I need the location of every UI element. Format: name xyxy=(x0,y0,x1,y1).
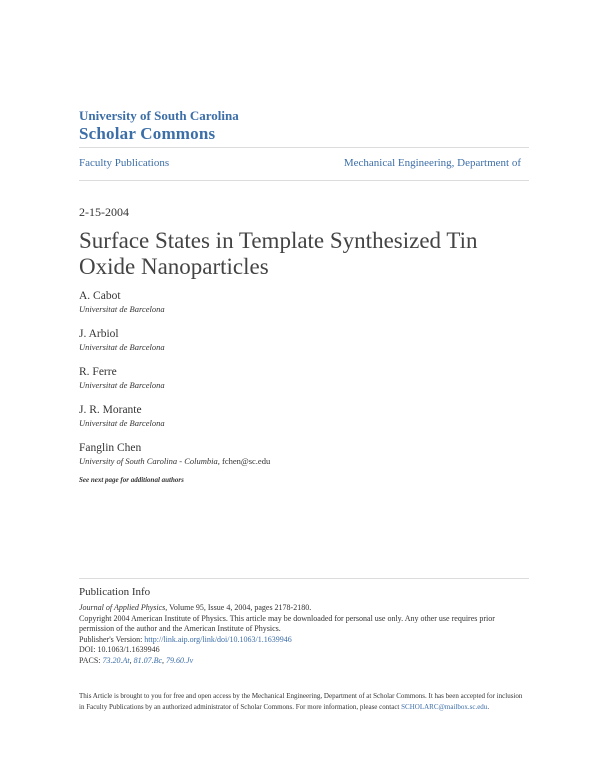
brand-scholar-commons: Scholar Commons xyxy=(79,124,216,143)
pubinfo-divider xyxy=(79,578,529,579)
author-affiliation: Universitat de Barcelona xyxy=(79,380,165,390)
publication-info xyxy=(79,603,529,666)
publisher-version-label: Publisher's Version: xyxy=(79,634,145,644)
publisher-version-link[interactable]: http://link.aip.org/link/doi/10.1063/1.1639946 xyxy=(144,634,292,644)
author-affiliation: Universitat de Barcelona xyxy=(79,342,165,352)
author-item xyxy=(79,365,539,403)
citation-details: , Volume 95, Issue 4, 2004, pages 2178-2180. xyxy=(165,603,312,612)
pacs-separator: , xyxy=(129,655,134,665)
author-name: A. Cabot xyxy=(79,290,121,302)
author-affiliation: University of South Carolina - Columbia, fchen@sc.edu xyxy=(79,456,271,466)
pacs-separator: , xyxy=(162,655,167,665)
pacs-label: PACS: xyxy=(79,655,103,665)
author-email: fchen@sc.edu xyxy=(222,456,271,466)
footer-text: This Article is brought to you for free and open access by the Mechanical Engineering, Department of at Scholar Commons. It has been accepted for inclusion in Faculty Publications by an authorized administrator of Scholar Commons. For more information, please contact xyxy=(79,692,523,711)
document-title: Surface States in Template Synthesized Tin Oxide Nanoparticles xyxy=(79,228,478,279)
brand-university: University of South Carolina xyxy=(79,108,239,123)
author-affiliation: Universitat de Barcelona xyxy=(79,418,165,428)
author-name: Fanglin Chen xyxy=(79,442,142,454)
department-link[interactable]: Mechanical Engineering, Department of xyxy=(343,157,521,169)
top-divider xyxy=(79,147,529,148)
footer-notice xyxy=(79,691,529,712)
author-name: R. Ferre xyxy=(79,366,117,378)
doi-line: DOI: 10.1063/1.1639946 xyxy=(79,645,160,654)
author-item xyxy=(79,327,539,365)
author-name: J. Arbiol xyxy=(79,328,119,340)
see-next-page-note: See next page for additional authors xyxy=(79,476,184,484)
publication-date: 2-15-2004 xyxy=(79,205,129,219)
author-item xyxy=(79,403,539,441)
pacs-line xyxy=(79,656,529,667)
nav-divider xyxy=(79,180,529,181)
publication-info-heading: Publication Info xyxy=(79,586,151,598)
author-list xyxy=(79,289,539,479)
pacs-code-link[interactable]: 73.20.At xyxy=(102,655,130,665)
author-item xyxy=(79,289,539,327)
pacs-code-link[interactable]: 81.07.Bc xyxy=(133,655,163,665)
author-item xyxy=(79,441,539,479)
author-affiliation: Universitat de Barcelona xyxy=(79,304,165,314)
copyright-text: Copyright 2004 American Institute of Physics. This article may be downloaded for personal use only. Any other use requires prior permission of the author and the American Institute of Physics. xyxy=(79,613,495,633)
pacs-code-link[interactable]: 79.60.Jv xyxy=(166,655,194,665)
publisher-version-line xyxy=(79,635,529,646)
faculty-publications-link[interactable]: Faculty Publications xyxy=(79,157,170,169)
brand-logo[interactable] xyxy=(79,108,239,144)
author-name: J. R. Morante xyxy=(79,404,142,416)
footer-end: . xyxy=(487,702,490,711)
author-affiliation-text: University of South Carolina - Columbia xyxy=(79,456,218,466)
journal-name: Journal of Applied Physics xyxy=(79,603,166,612)
contact-email-link[interactable]: SCHOLARC@mailbox.sc.edu xyxy=(401,702,488,711)
citation-line xyxy=(79,603,529,614)
